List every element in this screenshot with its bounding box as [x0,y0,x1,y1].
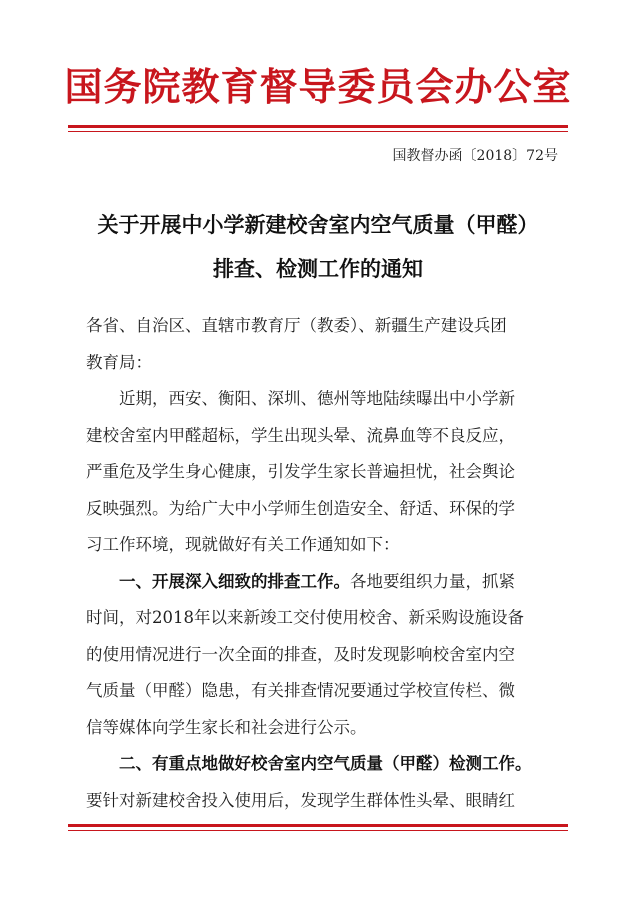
section-1-heading: 一、开展深入细致的排查工作。 [119,571,350,591]
section-1-line-3: 的使用情况进行一次全面的排查，及时发现影响校舍室内空 [86,644,515,664]
section-1-line-1 [86,564,556,601]
paragraph-1-line-2: 建校舍室内甲醛超标，学生出现头晕、流鼻血等不良反应， [86,425,515,445]
section-1-line-1-text: 各地要组织力量，抓紧 [350,571,515,591]
salutation-line-2: 教育局： [86,352,152,372]
salutation-line-1: 各省、自治区、直辖市教育厅（教委）、新疆生产建设兵团 [86,316,507,335]
section-2-heading: 二、有重点地做好校舍室内空气质量（甲醛）检测工作。 [119,754,532,773]
paragraph-1-line-5: 习工作环境，现就做好有关工作通知如下： [86,535,400,554]
document-body [86,308,556,819]
header-rule-thin [68,131,568,132]
section-1-line-5: 信等媒体向学生家长和社会进行公示。 [86,717,367,737]
section-2-line-2: 要针对新建校舍投入使用后，发现学生群体性头晕、眼睛红 [86,790,515,810]
section-1-line-2: 时间，对2018年以来新竣工交付使用校舍、新采购设施设备 [86,608,524,627]
paragraph-1-line-4: 反映强烈。为给广大中小学师生创造安全、舒适、环保的学 [86,498,515,518]
document-title-line-2: 排查、检测工作的通知 [213,256,423,281]
paragraph-1-line-3: 严重危及学生身心健康，引发学生家长普遍担忧，社会舆论 [86,462,515,481]
footer-rule-thick [68,824,568,827]
org-header-title: 国务院教育督导委员会办公室 [64,64,572,109]
document-number: 国教督办函〔2018〕72号 [392,148,558,164]
footer-rule-thin [68,830,568,831]
document-title-line-1: 关于开展中小学新建校舍室内空气质量（甲醛） [97,212,539,237]
section-1-line-4: 气质量（甲醛）隐患，有关排查情况要通过学校宣传栏、微 [86,681,515,700]
paragraph-1-line-1: 近期，西安、衡阳、深圳、德州等地陆续曝出中小学新 [119,389,515,408]
header-rule-thick [68,125,568,128]
